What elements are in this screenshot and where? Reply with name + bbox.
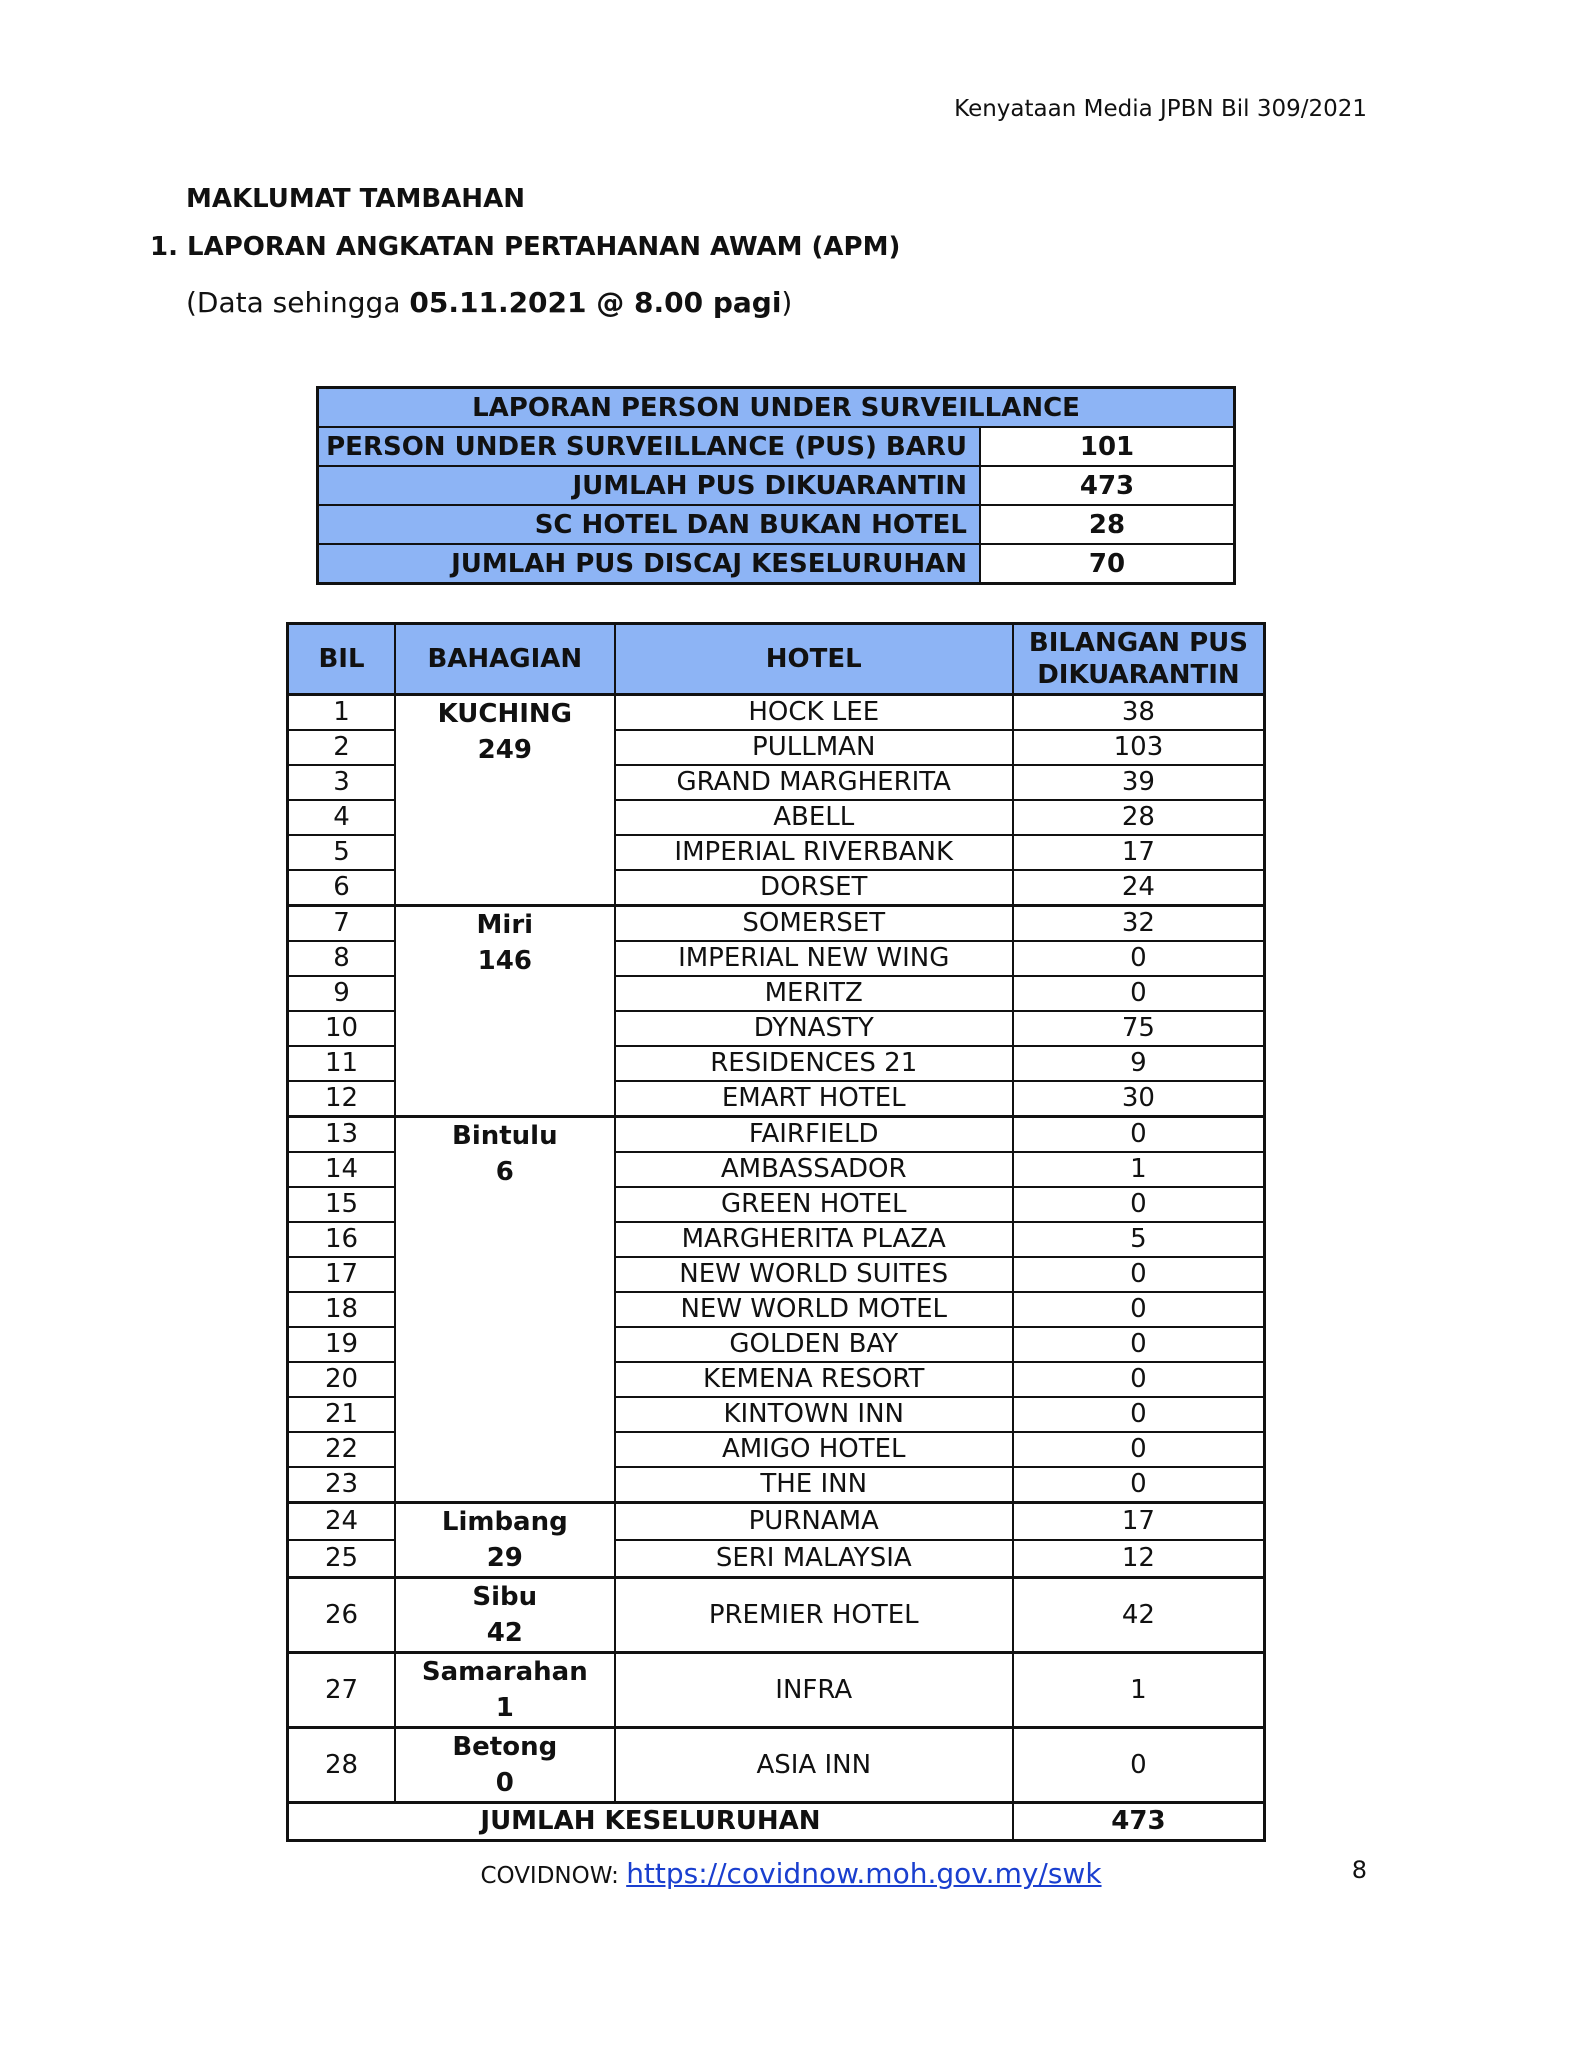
row-hotel: NEW WORLD SUITES	[615, 1257, 1013, 1292]
summary-row	[318, 505, 1235, 544]
row-count: 1	[1013, 1653, 1265, 1728]
row-bil: 24	[288, 1503, 396, 1541]
row-bil: 19	[288, 1327, 396, 1362]
row-bil: 21	[288, 1397, 396, 1432]
footer-label: COVIDNOW:	[480, 1863, 627, 1889]
row-bil: 22	[288, 1432, 396, 1467]
row-hotel: ASIA INN	[615, 1728, 1013, 1803]
row-hotel: EMART HOTEL	[615, 1081, 1013, 1117]
row-bil: 16	[288, 1222, 396, 1257]
row-bil: 1	[288, 695, 396, 731]
row-hotel: IMPERIAL NEW WING	[615, 941, 1013, 976]
row-bil: 17	[288, 1257, 396, 1292]
row-hotel: THE INN	[615, 1467, 1013, 1503]
summary-value: 101	[980, 427, 1235, 466]
data-note-prefix: (Data sehingga	[186, 286, 410, 319]
data-note	[186, 286, 792, 319]
row-hotel: MARGHERITA PLAZA	[615, 1222, 1013, 1257]
row-count: 0	[1013, 1117, 1265, 1153]
row-hotel: ABELL	[615, 800, 1013, 835]
document-reference: Kenyataan Media JPBN Bil 309/2021	[954, 96, 1367, 122]
row-hotel: INFRA	[615, 1653, 1013, 1728]
table-row	[288, 1578, 1265, 1653]
row-count: 17	[1013, 1503, 1265, 1541]
section-title: 1. LAPORAN ANGKATAN PERTAHANAN AWAM (APM)	[150, 232, 901, 262]
division-name: Samarahan	[421, 1657, 588, 1687]
table-row	[288, 1728, 1265, 1803]
row-count: 75	[1013, 1011, 1265, 1046]
total-value: 473	[1013, 1803, 1265, 1841]
summary-table	[316, 386, 1236, 585]
row-bil: 27	[288, 1653, 396, 1728]
row-count: 5	[1013, 1222, 1265, 1257]
division-total: 1	[495, 1693, 514, 1723]
hotel-quarantine-table	[286, 622, 1266, 1842]
row-count: 9	[1013, 1046, 1265, 1081]
page-number: 8	[1351, 1856, 1367, 1884]
row-count: 0	[1013, 1257, 1265, 1292]
summary-label: JUMLAH PUS DIKUARANTIN	[318, 466, 981, 505]
division-name: Bintulu	[452, 1121, 558, 1151]
row-bil: 20	[288, 1362, 396, 1397]
row-bil: 15	[288, 1187, 396, 1222]
row-hotel: MERITZ	[615, 976, 1013, 1011]
data-note-date: 05.11.2021 @ 8.00 pagi	[409, 286, 782, 319]
summary-value: 473	[980, 466, 1235, 505]
row-count: 0	[1013, 1187, 1265, 1222]
row-bil: 2	[288, 730, 396, 765]
table-row	[288, 906, 1265, 942]
col-header-bahagian: BAHAGIAN	[395, 624, 615, 695]
row-count: 0	[1013, 1292, 1265, 1327]
division-name: Limbang	[441, 1507, 568, 1537]
row-count: 12	[1013, 1540, 1265, 1578]
row-hotel: SERI MALAYSIA	[615, 1540, 1013, 1578]
covidnow-link[interactable]: https://covidnow.moh.gov.my/swk	[626, 1857, 1102, 1890]
row-bil: 5	[288, 835, 396, 870]
row-hotel: NEW WORLD MOTEL	[615, 1292, 1013, 1327]
table-row	[288, 1653, 1265, 1728]
table-row	[288, 695, 1265, 731]
division-cell	[395, 695, 615, 906]
division-name: Betong	[452, 1732, 558, 1762]
footer	[0, 1857, 1582, 1890]
row-count: 17	[1013, 835, 1265, 870]
row-hotel: SOMERSET	[615, 906, 1013, 942]
row-bil: 14	[288, 1152, 396, 1187]
col-header-hotel: HOTEL	[615, 624, 1013, 695]
division-cell	[395, 1578, 615, 1653]
row-bil: 28	[288, 1728, 396, 1803]
row-count: 28	[1013, 800, 1265, 835]
row-bil: 10	[288, 1011, 396, 1046]
row-count: 0	[1013, 1327, 1265, 1362]
table-row	[288, 1117, 1265, 1153]
division-total: 29	[486, 1543, 523, 1573]
row-hotel: KINTOWN INN	[615, 1397, 1013, 1432]
summary-label: SC HOTEL DAN BUKAN HOTEL	[318, 505, 981, 544]
row-bil: 7	[288, 906, 396, 942]
row-count: 1	[1013, 1152, 1265, 1187]
row-count: 0	[1013, 1362, 1265, 1397]
row-hotel: AMIGO HOTEL	[615, 1432, 1013, 1467]
row-hotel: PULLMAN	[615, 730, 1013, 765]
row-hotel: PREMIER HOTEL	[615, 1578, 1013, 1653]
row-count: 0	[1013, 1432, 1265, 1467]
summary-value: 70	[980, 544, 1235, 584]
row-count: 39	[1013, 765, 1265, 800]
division-total: 249	[477, 735, 532, 765]
division-cell	[395, 1503, 615, 1578]
summary-row	[318, 544, 1235, 584]
row-count: 103	[1013, 730, 1265, 765]
summary-row	[318, 466, 1235, 505]
row-hotel: KEMENA RESORT	[615, 1362, 1013, 1397]
row-bil: 11	[288, 1046, 396, 1081]
total-label: JUMLAH KESELURUHAN	[288, 1803, 1013, 1841]
division-cell	[395, 1728, 615, 1803]
row-hotel: HOCK LEE	[615, 695, 1013, 731]
row-count: 0	[1013, 1397, 1265, 1432]
table-row	[288, 1503, 1265, 1541]
row-hotel: GRAND MARGHERITA	[615, 765, 1013, 800]
division-name: Sibu	[472, 1582, 538, 1612]
col-header-count-line1: BILANGAN PUS	[1028, 628, 1248, 658]
row-count: 0	[1013, 941, 1265, 976]
row-count: 0	[1013, 976, 1265, 1011]
row-hotel: IMPERIAL RIVERBANK	[615, 835, 1013, 870]
row-count: 30	[1013, 1081, 1265, 1117]
data-note-suffix: )	[781, 286, 793, 319]
table-header-row	[288, 624, 1265, 695]
row-hotel: DYNASTY	[615, 1011, 1013, 1046]
row-bil: 13	[288, 1117, 396, 1153]
row-count: 0	[1013, 1728, 1265, 1803]
summary-label: PERSON UNDER SURVEILLANCE (PUS) BARU	[318, 427, 981, 466]
row-count: 0	[1013, 1467, 1265, 1503]
row-count: 42	[1013, 1578, 1265, 1653]
row-hotel: GREEN HOTEL	[615, 1187, 1013, 1222]
division-cell	[395, 906, 615, 1117]
col-header-count	[1013, 624, 1265, 695]
col-header-bil: BIL	[288, 624, 396, 695]
page-heading: MAKLUMAT TAMBAHAN	[186, 184, 525, 214]
row-bil: 6	[288, 870, 396, 906]
row-bil: 4	[288, 800, 396, 835]
division-name: KUCHING	[437, 699, 573, 729]
division-total: 146	[477, 946, 532, 976]
summary-value: 28	[980, 505, 1235, 544]
division-name: Miri	[476, 910, 534, 940]
row-bil: 25	[288, 1540, 396, 1578]
row-hotel: FAIRFIELD	[615, 1117, 1013, 1153]
row-bil: 8	[288, 941, 396, 976]
col-header-count-line2: DIKUARANTIN	[1037, 660, 1240, 690]
row-bil: 9	[288, 976, 396, 1011]
summary-title: LAPORAN PERSON UNDER SURVEILLANCE	[318, 388, 1235, 428]
division-cell	[395, 1117, 615, 1503]
division-cell	[395, 1653, 615, 1728]
division-total: 6	[495, 1157, 514, 1187]
row-bil: 3	[288, 765, 396, 800]
total-row	[288, 1803, 1265, 1841]
row-bil: 26	[288, 1578, 396, 1653]
summary-row	[318, 427, 1235, 466]
division-total: 42	[486, 1618, 523, 1648]
row-hotel: GOLDEN BAY	[615, 1327, 1013, 1362]
row-hotel: RESIDENCES 21	[615, 1046, 1013, 1081]
row-count: 38	[1013, 695, 1265, 731]
division-total: 0	[495, 1768, 514, 1798]
summary-label: JUMLAH PUS DISCAJ KESELURUHAN	[318, 544, 981, 584]
row-hotel: AMBASSADOR	[615, 1152, 1013, 1187]
row-hotel: DORSET	[615, 870, 1013, 906]
row-bil: 23	[288, 1467, 396, 1503]
row-hotel: PURNAMA	[615, 1503, 1013, 1541]
row-count: 24	[1013, 870, 1265, 906]
row-count: 32	[1013, 906, 1265, 942]
row-bil: 12	[288, 1081, 396, 1117]
row-bil: 18	[288, 1292, 396, 1327]
